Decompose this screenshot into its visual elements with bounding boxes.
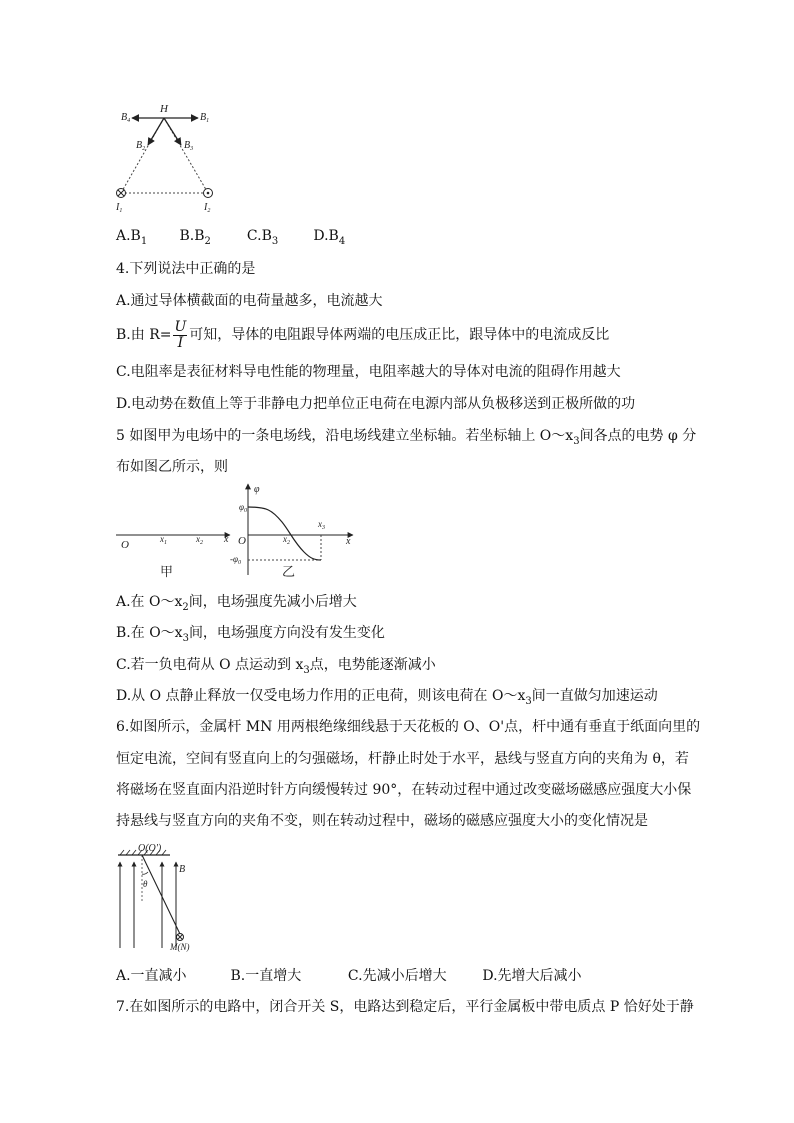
q6-stem-line4: 持悬线与竖直方向的夹角不变，则在转动过程中，磁场的磁感应强度大小的变化情况是 <box>116 813 648 829</box>
yi-x-label: x <box>346 536 351 547</box>
jia-x-label: x <box>224 534 229 545</box>
q6-option-b[interactable]: B.一直增大 <box>230 968 302 984</box>
yi-caption: 乙 <box>282 564 296 579</box>
q4-option-a[interactable]: A.通过导体横截面的电荷量越多，电流越大 <box>116 293 383 309</box>
jia-x1-label: $x_1$ <box>160 534 167 546</box>
q6-o-label: O(O') <box>138 843 162 854</box>
q3-option-b[interactable]: $B.B_2$ <box>179 228 211 247</box>
q4-option-b[interactable]: B.由 R= $\frac{U}{I}$ 可知，导体的电阻跟导体两端的电压成正比，跟导体中的电流成反比 <box>116 318 610 351</box>
q3-option-a[interactable]: $A.B_1$ <box>116 228 148 247</box>
yi-x2-label: $x_2$ <box>283 534 290 546</box>
q6-option-d[interactable]: D.先增大后减小 <box>482 968 582 984</box>
q3-options <box>116 226 345 252</box>
q3-option-c[interactable]: $C.B_3$ <box>246 228 279 247</box>
q5-figure <box>112 480 362 580</box>
q5-stem-line1: 5 如图甲为电场中的一条电场线，沿电场线建立坐标轴。若坐标轴上 $O\sim x_3$间各点的电势 φ 分 <box>116 428 697 447</box>
q6-b-label: B <box>179 864 186 875</box>
q6-m-label: M(N) <box>170 942 190 952</box>
point-h-label: H <box>160 103 168 115</box>
jia-x2-label: $x_2$ <box>196 534 203 546</box>
jia-caption: 甲 <box>160 564 174 579</box>
q7-stem-line1: 7.在如图所示的电路中，闭合开关 S，电路达到稳定后，平行金属板中带电质点 P 恰好处于静 <box>116 999 694 1015</box>
i2-label: $I_2$ <box>204 202 211 214</box>
b3-label: $B_3$ <box>184 140 194 152</box>
yi-neg-phi0-label: $-\varphi_0$ <box>230 554 241 566</box>
q3-option-d[interactable]: $D.B_4$ <box>313 228 346 247</box>
magnetic-field-triangle-figure <box>108 100 228 215</box>
i1-label: $I_1$ <box>116 202 123 214</box>
q4-option-d[interactable]: D.电动势在数值上等于非静电力把单位正电荷在电源内部从负极移送到正极所做的功 <box>116 396 636 412</box>
jia-origin-label: O <box>121 539 129 551</box>
q5-stem-line2: 布如图乙所示，则 <box>116 459 228 475</box>
q6-stem-line3: 将磁场在竖直面内沿逆时针方向缓慢转过 90°，在转动过程中通过改变磁场磁感应强度大小保 <box>116 782 692 798</box>
q6-stem-line1: 6.如图所示，金属杆 MN 用两根绝缘细线悬于天花板的 O、O'点，杆中通有垂直于纸面向里的 <box>116 719 701 735</box>
q5-option-a[interactable]: A.在 $O\sim x_2$间，电场强度先减小后增大 <box>116 594 357 613</box>
yi-origin-label: O <box>238 535 246 547</box>
q5-option-c[interactable]: C.若一负电荷从 O 点运动到 $x_3$点，电势能逐渐减小 <box>116 657 436 676</box>
b4-label: $B_4$ <box>121 112 131 124</box>
q6-stem-line2: 恒定电流，空间有竖直向上的匀强磁场，杆静止时处于水平，悬线与竖直方向的夹角为 θ，若 <box>116 751 689 767</box>
q6-option-c[interactable]: C.先减小后增大 <box>347 968 447 984</box>
q5-option-b[interactable]: B.在 $O\sim x_3$间，电场强度方向没有发生变化 <box>116 625 385 644</box>
q6-figure <box>110 842 220 954</box>
yi-x3-label: $x_3$ <box>318 519 325 531</box>
q6-theta-label: θ <box>143 879 148 889</box>
fraction-u-over-i: $\frac{U}{I}$ <box>174 318 187 351</box>
q4-stem: 4.下列说法中正确的是 <box>116 261 256 277</box>
q6-option-a[interactable]: A.一直减小 <box>116 968 187 984</box>
yi-phi0-label: $\varphi_0$ <box>239 502 247 514</box>
q5-option-d[interactable]: D.从 O 点静止释放一仅受电场力作用的正电荷，则该电荷在 $O\sim x_3$间一直做匀加速运动 <box>116 688 658 707</box>
b1-label: $B_1$ <box>200 112 210 124</box>
q6-options <box>116 966 582 986</box>
q4-option-c[interactable]: C.电阻率是表征材料导电性能的物理量，电阻率越大的导体对电流的阻碍作用越大 <box>116 364 621 380</box>
b2-label: $B_2$ <box>136 140 146 152</box>
yi-phi-label: φ <box>254 484 260 495</box>
